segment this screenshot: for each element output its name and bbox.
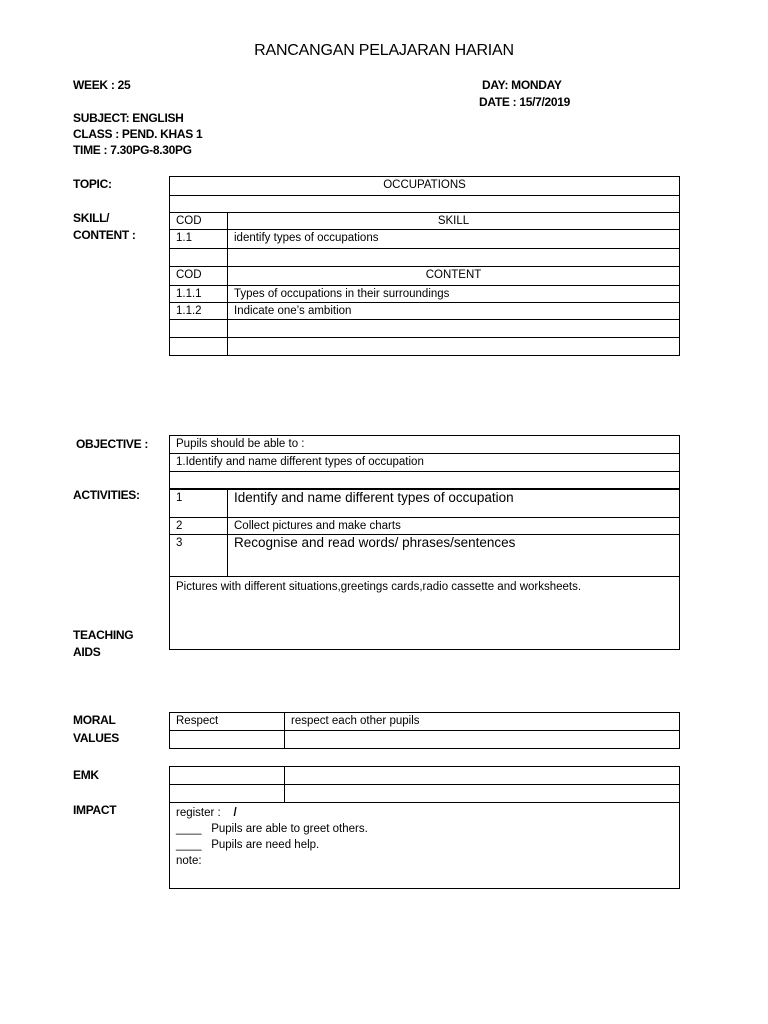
date-label: DATE : 15/7/2019	[479, 95, 571, 109]
impact-line-1: ____ Pupils are able to greet others.	[176, 823, 368, 835]
content-header: CONTENT	[228, 267, 680, 286]
activity-text: Collect pictures and make charts	[228, 518, 680, 535]
skill-header: SKILL	[228, 213, 680, 230]
class-label: CLASS : PEND. KHAS 1	[73, 127, 203, 141]
topic-skill-content-table	[169, 176, 680, 356]
emk-impact-table	[169, 766, 680, 889]
emk-cell	[285, 785, 680, 803]
empty-cell	[170, 731, 285, 749]
skill-code: 1.1	[170, 230, 228, 249]
empty-cell	[228, 338, 680, 356]
objective-label: OBJECTIVE :	[76, 437, 149, 451]
skill-label: SKILL/	[73, 211, 110, 225]
page-title: RANCANGAN PELAJARAN HARIAN	[254, 42, 514, 59]
day-label: DAY: MONDAY	[482, 78, 562, 92]
objective-line-2: 1.Identify and name different types of occupation	[170, 454, 680, 472]
time-label: TIME : 7.30PG-8.30PG	[73, 143, 192, 157]
empty-cell	[170, 338, 228, 356]
activity-number: 2	[170, 518, 228, 535]
content-label: CONTENT :	[73, 228, 136, 242]
empty-row	[170, 196, 680, 213]
skill-cod-header: COD	[170, 213, 228, 230]
content-code: 1.1.1	[170, 286, 228, 303]
moral-value: Respect	[170, 713, 285, 731]
week-label: WEEK : 25	[73, 78, 131, 92]
activity-number: 3	[170, 535, 228, 577]
skill-text: identify types of occupations	[228, 230, 680, 249]
moral-values-table	[169, 712, 680, 749]
moral-label: MORAL	[73, 713, 116, 727]
impact-label: IMPACT	[73, 803, 117, 817]
topic-cell: OCCUPATIONS	[170, 177, 680, 196]
topic-label: TOPIC:	[73, 177, 112, 191]
impact-box	[170, 803, 680, 889]
activities-label: ACTIVITIES:	[73, 488, 140, 502]
empty-cell	[170, 249, 228, 267]
emk-cell	[170, 767, 285, 785]
content-text: Types of occupations in their surroundings	[228, 286, 680, 303]
teaching-label: TEACHING	[73, 628, 134, 642]
empty-row	[170, 472, 680, 489]
impact-note: note:	[176, 855, 202, 867]
values-label: VALUES	[73, 731, 119, 745]
empty-cell	[228, 320, 680, 338]
teaching-aids-text: Pictures with different situations,greetings cards,radio cassette and worksheets.	[170, 577, 680, 650]
impact-line-2: ____ Pupils are need help.	[176, 839, 320, 851]
emk-cell	[285, 767, 680, 785]
activities-table	[169, 489, 680, 650]
empty-cell	[285, 731, 680, 749]
activity-text: Identify and name different types of occupation	[228, 490, 680, 518]
content-cod-header: COD	[170, 267, 228, 286]
objective-line-1: Pupils should be able to :	[170, 436, 680, 454]
content-code: 1.1.2	[170, 303, 228, 320]
emk-label: EMK	[73, 768, 99, 782]
aids-label: AIDS	[73, 645, 101, 659]
register-line: register : /	[176, 807, 237, 819]
moral-description: respect each other pupils	[285, 713, 680, 731]
emk-cell	[170, 785, 285, 803]
content-text: Indicate one’s ambition	[228, 303, 680, 320]
activity-text: Recognise and read words/ phrases/sentences	[228, 535, 680, 577]
activity-number: 1	[170, 490, 228, 518]
empty-cell	[228, 249, 680, 267]
objective-table	[169, 435, 680, 489]
subject-label: SUBJECT: ENGLISH	[73, 111, 184, 125]
empty-cell	[170, 320, 228, 338]
